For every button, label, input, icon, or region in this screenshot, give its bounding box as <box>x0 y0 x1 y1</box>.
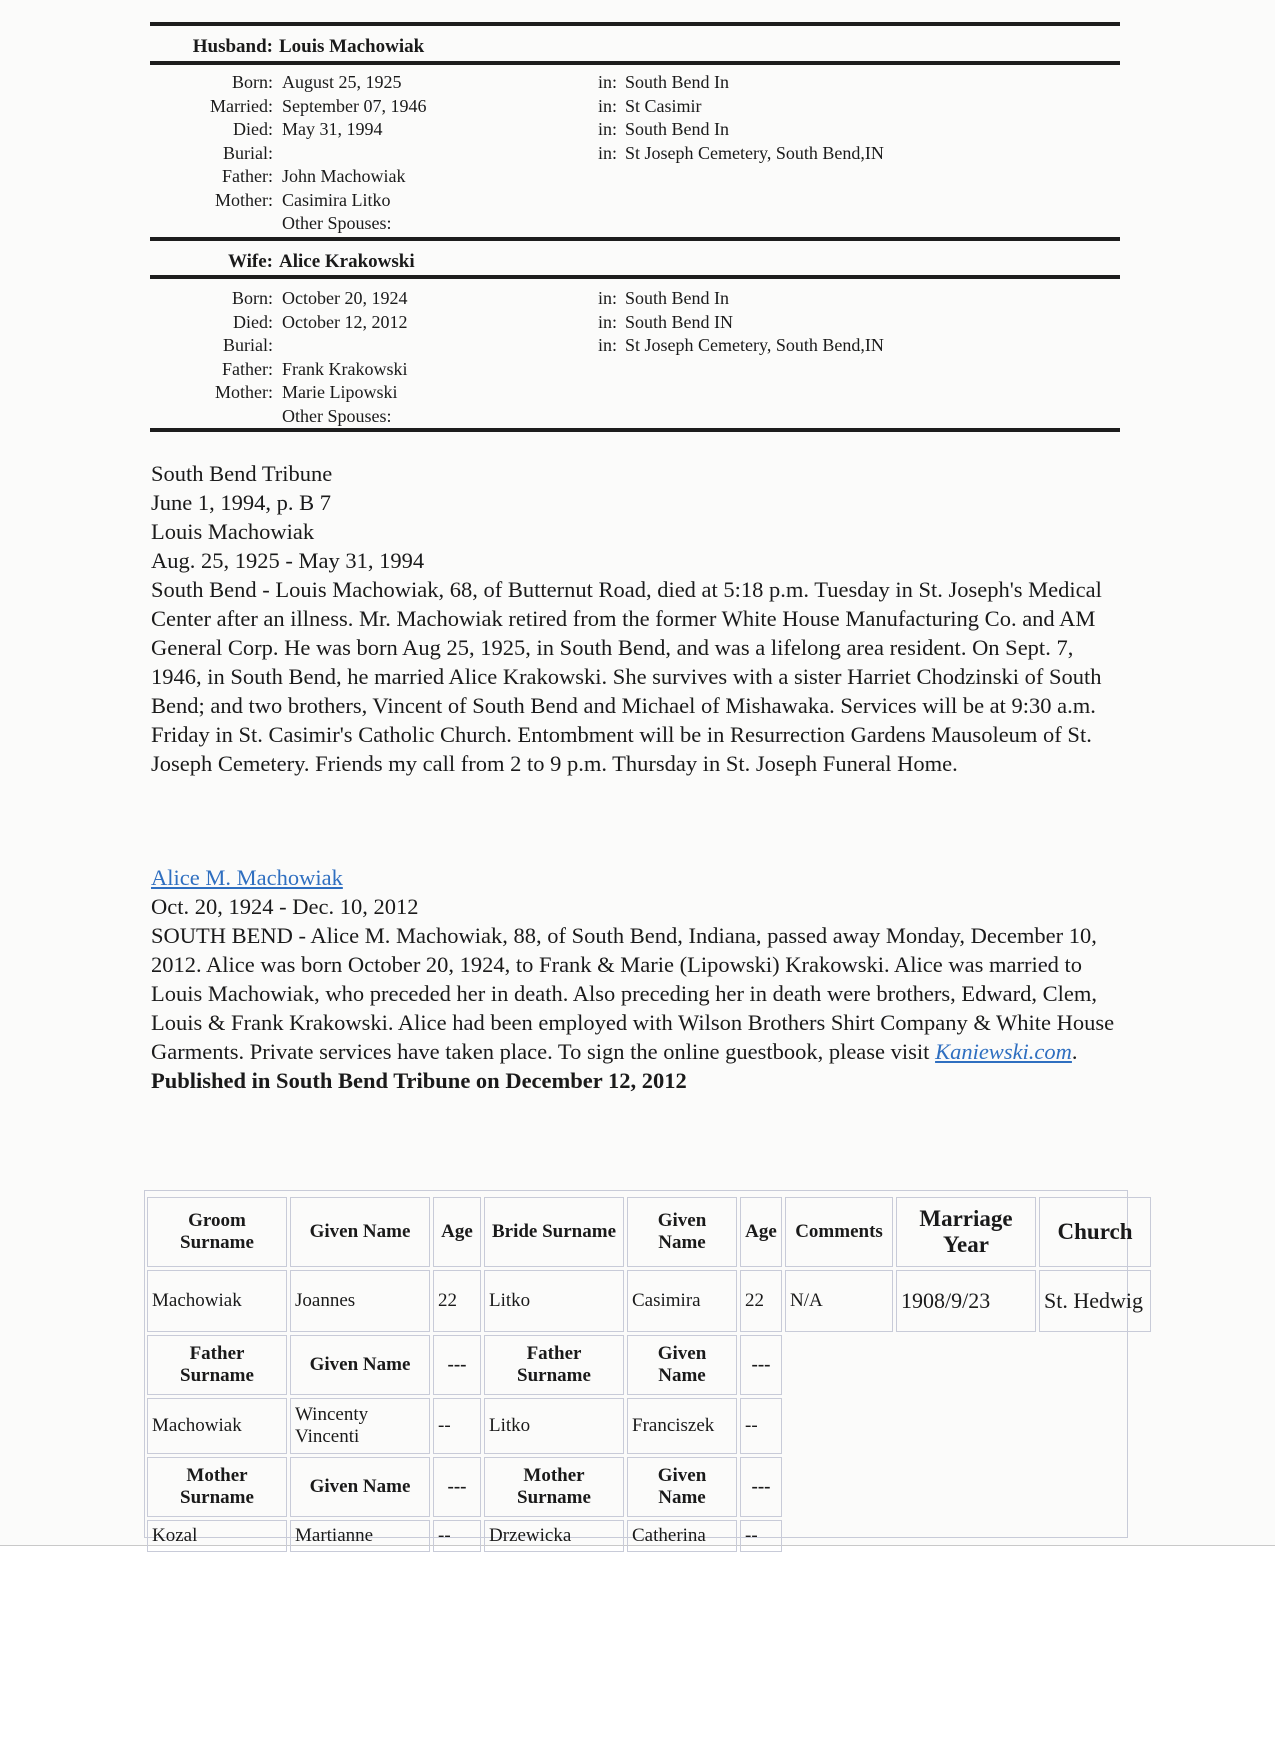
husband-label: Husband: <box>192 36 273 57</box>
obit-name: Louis Machowiak <box>151 519 315 544</box>
husband-header <box>150 36 424 58</box>
husband-died-row: Died: May 31, 1994 in: South Bend In <box>233 119 730 139</box>
wife-label: Wife: <box>227 251 273 272</box>
husband-name: Louis Machowiak <box>279 36 425 57</box>
wife-burial-row: Burial: in: St Joseph Cemetery, South Bend,IN <box>223 335 884 355</box>
wife-mother-row: Mother: Marie Lipowski <box>215 382 398 402</box>
wife-died-row: Died: October 12, 2012 in: South Bend IN <box>233 311 734 332</box>
husband-father-row: Father: John Machowiak <box>222 166 406 186</box>
section-rule <box>150 275 1120 279</box>
register-father-header-row: Father Surname Given Name --- Father Surname Given Name --- <box>147 1335 1151 1395</box>
register-mother-row: Kozal Martianne -- Drzewicka Catherina -- <box>147 1520 1151 1552</box>
register-father-row: Machowiak Wincenty Vincenti -- Litko Franciszek -- <box>147 1398 1151 1454</box>
wife-details <box>150 287 1120 428</box>
register-header-row: Groom Surname Given Name Age Bride Surname Given Name Age Comments Marriage Year Church <box>147 1197 1151 1267</box>
wife-other-spouses-row: Other Spouses: <box>282 405 392 426</box>
husband-details <box>150 71 1120 236</box>
marriage-register-table <box>144 1194 1154 1555</box>
register-data-row: Machowiak Joannes 22 Litko Casimira 22 N/A 1908/9/23 St. Hedwig <box>147 1270 1151 1332</box>
obit-paper: South Bend Tribune <box>151 461 333 486</box>
section-rule <box>150 61 1120 65</box>
obit-body-paragraph: SOUTH BEND - Alice M. Machowiak, 88, of South Bend, Indiana, passed away Monday, December 10, 2012. Alice was born October 20, 1924, to Frank & Marie (Lipowski) Krakowski. Alice was married to Louis Machowiak, who preceded her in death. Also preceding her in death were brothers, Edward, Clem, Louis & Frank Krakowski. Alice had been employed with Wilson Brothers Shirt Company & White House Garments. Private services have taken place. To sign the online guestbook, please visit Kaniewski.com. <box>151 923 1115 1064</box>
section-rule <box>150 428 1120 432</box>
obit-published: Published in South Bend Tribune on December 12, 2012 <box>151 1068 687 1093</box>
section-rule <box>150 22 1120 26</box>
obit-body: South Bend - Louis Machowiak, 68, of Butternut Road, died at 5:18 p.m. Tuesday in St. Joseph's Medical Center after an illness. Mr. Machowiak retired from the former White House Manufacturing Co. and AM General Corp. He was born Aug 25, 1925, in South Bend, and was a lifelong area resident. On Sept. 7, 1946, in South Bend, he married Alice Krakowski. She survives with a sister Harriet Chodzinski of South Bend; and two brothers, Vincent of South Bend and Michael of Mishawaka. Services will be at 9:30 a.m. Friday in St. Casimir's Catholic Church. Entombment will be in Resurrection Gardens Mausoleum of St. Joseph Cemetery. Friends my call from 2 to 9 p.m. Thursday in St. Joseph Funeral Home. <box>151 577 1102 776</box>
husband-mother-row: Mother: Casimira Litko <box>215 189 391 210</box>
husband-other-spouses-row: Other Spouses: <box>282 213 392 233</box>
register-mother-header-row: Mother Surname Given Name --- Mother Surname Given Name --- <box>147 1457 1151 1517</box>
wife-name: Alice Krakowski <box>279 251 415 272</box>
husband-married-row: Married: September 07, 1946 in: St Casimir <box>210 95 702 116</box>
husband-born-row: Born: August 25, 1925 in: South Bend In <box>231 72 730 92</box>
wife-header <box>150 251 415 273</box>
obituary-alice <box>151 863 1131 1095</box>
wife-born-row: Born: October 20, 1924 in: South Bend In <box>231 288 730 308</box>
section-rule <box>150 237 1120 241</box>
obit-date-page: June 1, 1994, p. B 7 <box>151 490 331 515</box>
obit-name-link[interactable]: Alice M. Machowiak <box>151 865 343 890</box>
guestbook-link[interactable]: Kaniewski.com <box>935 1039 1072 1064</box>
obit-body: SOUTH BEND - Alice M. Machowiak, 88, of South Bend, Indiana, passed away Monday, December 10, 2012. Alice was born October 20, 1924, to Frank & Marie (Lipowski) Krakowski. Alice was married to Louis Machowiak, who preceded her in death. Also preceding her in death were brothers, Edward, Clem, Louis & Frank Krakowski. Alice had been employed with Wilson Brothers Shirt Company & White House Garments. Private services have taken place. To sign the online guestbook, please visit <box>151 923 1115 1064</box>
husband-burial-row: Burial: in: St Joseph Cemetery, South Bend,IN <box>223 142 884 163</box>
wife-father-row: Father: Frank Krakowski <box>222 358 408 379</box>
obituary-louis <box>151 459 1131 778</box>
obit-dates: Aug. 25, 1925 - May 31, 1994 <box>151 548 425 573</box>
obit-dates: Oct. 20, 1924 - Dec. 10, 2012 <box>151 894 419 919</box>
